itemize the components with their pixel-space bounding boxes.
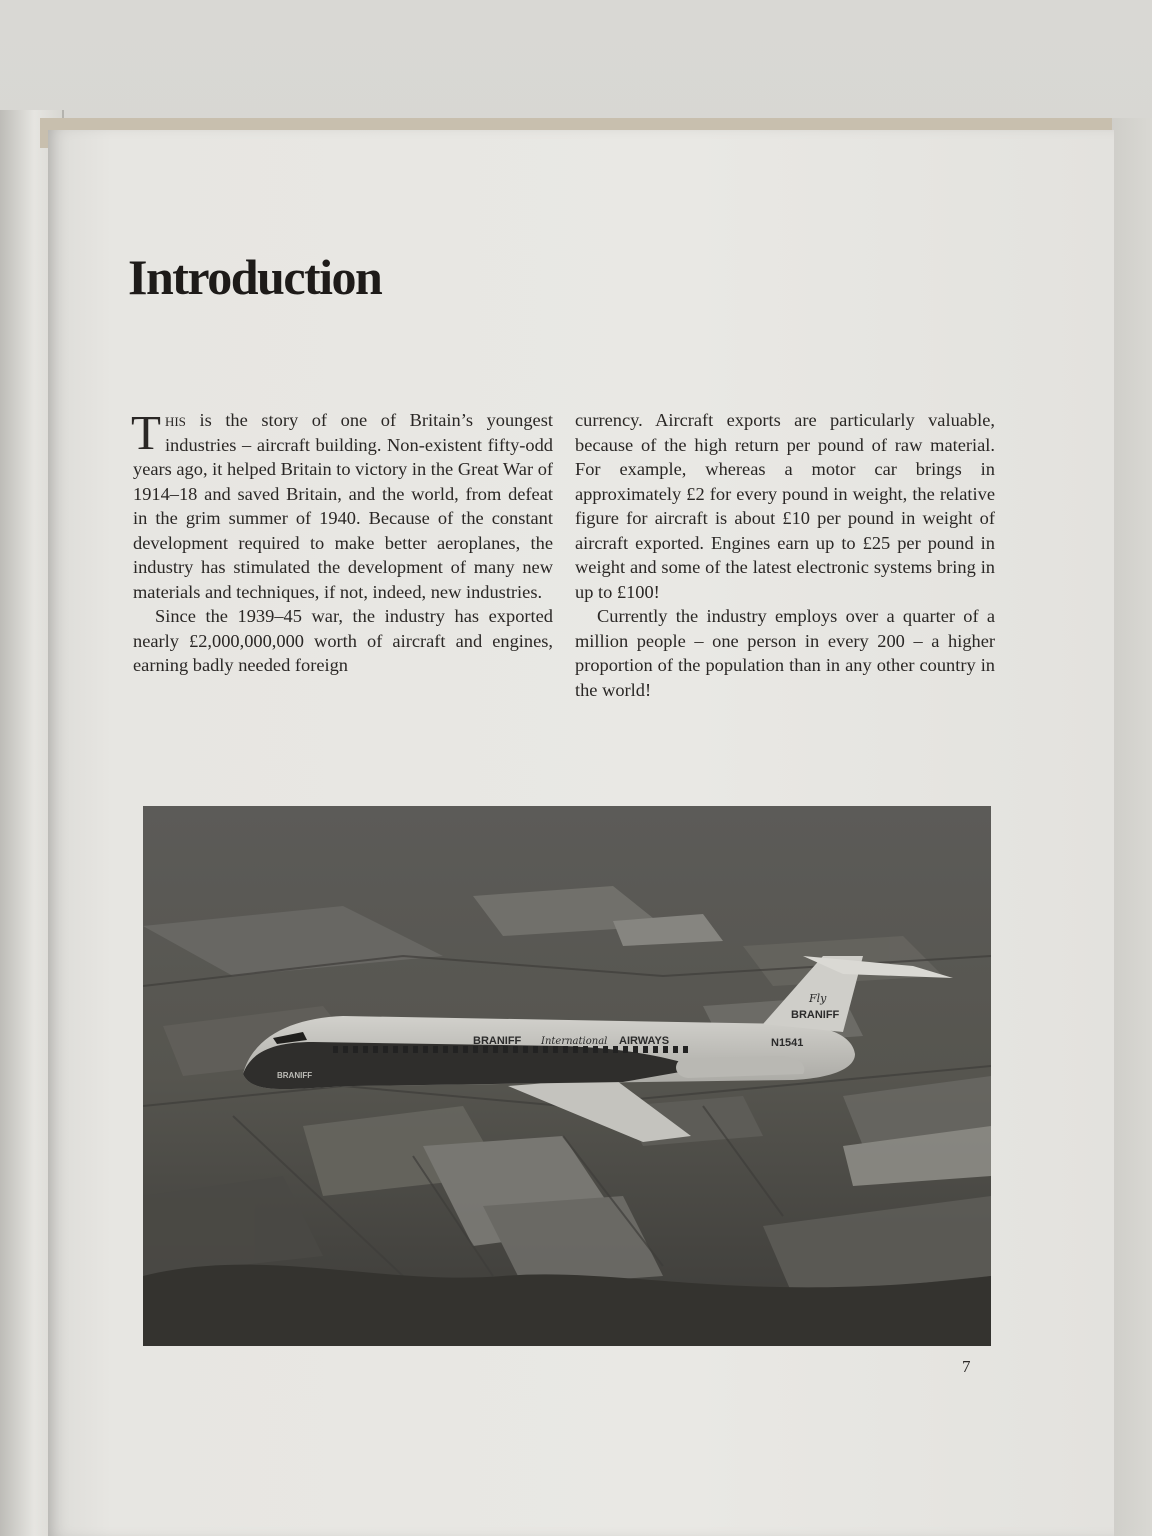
drop-cap: T	[131, 405, 161, 460]
right-paragraph-2: Currently the industry employs over a quarter of a million people – one person in every 200 – a higher proportion of the population than in any other country in the world!	[575, 606, 995, 700]
right-text-column	[575, 408, 995, 702]
page-number: 7	[962, 1357, 971, 1376]
fuselage-brand-left: BRANIFF	[473, 1035, 522, 1047]
aircraft-photo-svg	[143, 806, 991, 1346]
fuselage-brand-script: International	[541, 1036, 608, 1047]
right-page-edge	[1112, 118, 1152, 1536]
fuselage-brand-right: AIRWAYS	[619, 1035, 670, 1047]
left-paragraph-1	[131, 405, 554, 604]
right-paragraph-1: currency. Aircraft exports are particularly valuable, because of the high return per pound of raw material. For example, whereas a motor car brings in approximately £2 for every pound in weight, the relative figure for aircraft is about £10 per pound in weight of aircraft exported. Engines earn up to £25 per pound in weight and some of the latest electronic systems bring in up to £100!	[575, 410, 995, 602]
page-title: Introduction	[128, 249, 382, 305]
tail-fly-script: Fly	[809, 992, 827, 1005]
nose-brand: BRANIFF	[277, 1071, 313, 1080]
left-paragraph-2: Since the 1939–45 war, the industry has exported nearly £2,000,000,000 worth of aircraft and engines, earning badly needed foreign	[133, 606, 553, 675]
aircraft-registration: N1541	[771, 1037, 804, 1049]
left-text-column	[131, 405, 554, 678]
left-paragraph-1-text: is the story of one of Britain’s youngest industries – aircraft building. Non-existent fifty-odd years ago, it helped Britain to victory in the Great War of 1914–18 and saved Britain, and the world, from defeat in the grim summer of 1940. Because of the constant development required to make better aeroplanes, the industry has stimulated the development of many new materials and techniques, if not, indeed, new industries.	[133, 410, 554, 602]
tail-brand: BRANIFF	[791, 1009, 840, 1021]
aircraft-photo	[143, 806, 991, 1346]
lead-smallcaps: his	[164, 410, 186, 430]
